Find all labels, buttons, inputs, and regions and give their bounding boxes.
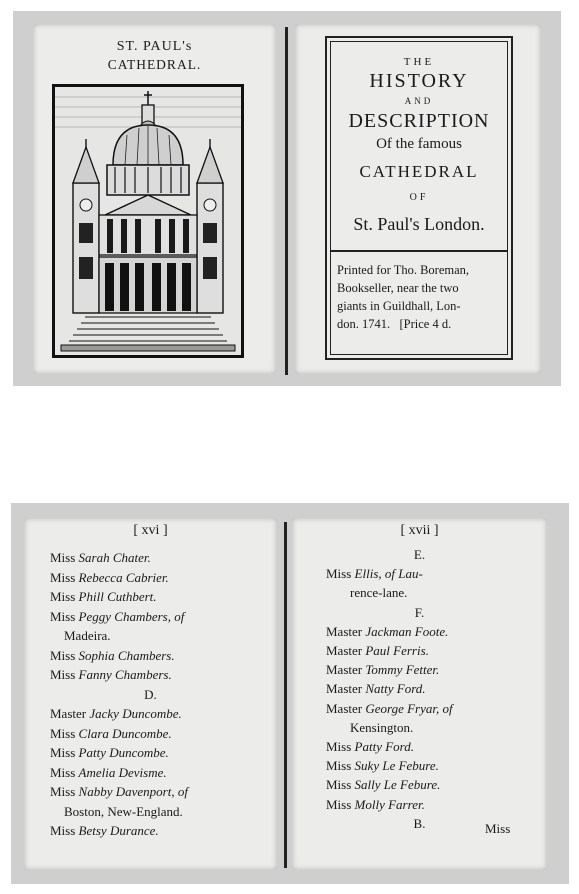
honorific: Master (326, 643, 366, 658)
bottom-gutter (284, 522, 287, 868)
list-entry (326, 679, 426, 699)
list-entry: rence-lane. (350, 585, 408, 601)
title-of: OF (409, 192, 429, 203)
honorific: Miss (50, 823, 79, 838)
honorific: Miss (50, 608, 79, 624)
honorific: Miss (326, 777, 355, 793)
person-name: Jackman Foote. (365, 623, 449, 639)
honorific: Miss (326, 739, 355, 754)
title-description: DESCRIPTION (348, 110, 490, 132)
page-number-xvi: [ xvi ] (133, 523, 168, 538)
right-list-page (292, 518, 547, 870)
page-number-xvii: [ xvii ] (400, 523, 439, 538)
honorific: Master (50, 706, 90, 721)
imprint-line-1: Printed for Tho. Boreman, (337, 263, 470, 277)
honorific: Miss (50, 764, 79, 780)
honorific: Master (326, 681, 366, 697)
list-entry (326, 564, 423, 584)
honorific: Miss (326, 758, 355, 774)
list-entry (50, 821, 159, 841)
person-name: Amelia Devisme. (78, 764, 167, 780)
alphabet-heading: D. (144, 686, 157, 702)
person-name: Paul Ferris. (365, 643, 429, 658)
person-name: Jacky Duncombe. (89, 706, 182, 721)
person-name: Suky Le Febure. (354, 758, 439, 774)
person-name: Patty Duncombe. (78, 745, 169, 760)
person-name: Betsy Durance. (78, 823, 159, 838)
list-entry (50, 607, 184, 627)
title-and: AND (404, 96, 434, 106)
title-rule (331, 250, 507, 252)
honorific: Miss (326, 796, 355, 812)
frontispiece-page (33, 24, 276, 374)
honorific: Master (326, 700, 366, 716)
list-entry (50, 704, 182, 724)
imprint-line-4: don. 1741. [Price 4 d. (337, 317, 452, 331)
title-page-border (325, 36, 513, 360)
honorific: Master (326, 662, 366, 678)
st-pauls-cathedral-illustration (55, 87, 241, 355)
imprint-line-2: Bookseller, near the two (337, 281, 459, 295)
person-name: Clara Duncombe. (78, 725, 172, 741)
person-name: Sarah Chater. (78, 550, 151, 565)
person-name: Peggy Chambers, of (78, 608, 185, 624)
list-entry (50, 782, 188, 802)
list-entry (50, 665, 172, 685)
alphabet-heading: E. (413, 547, 426, 562)
catchword: Miss (485, 821, 511, 836)
title-cathedral: CATHEDRAL (359, 162, 479, 181)
person-name: Molly Farrer. (354, 796, 425, 812)
title-history: HISTORY (369, 70, 469, 92)
person-name: Nabby Davenport, of (78, 784, 188, 799)
honorific: Master (326, 623, 366, 639)
person-name: Patty Ford. (354, 739, 414, 754)
honorific: Miss (326, 566, 355, 582)
list-entry (326, 737, 414, 757)
title-st-pauls-london: St. Paul's London. (353, 214, 485, 234)
title-of-the-famous: Of the famous (376, 136, 462, 152)
list-entry (326, 622, 448, 642)
title-page (295, 24, 541, 374)
person-name: Rebecca Cabrier. (78, 569, 169, 585)
person-name: Fanny Chambers. (78, 667, 172, 682)
alphabet-heading: F. (414, 604, 425, 620)
list-entry (50, 568, 169, 588)
list-entry (326, 660, 439, 680)
person-name: Phill Cuthbert. (78, 589, 157, 604)
list-entry (50, 763, 167, 783)
list-entry: Kensington. (350, 719, 414, 735)
person-name: Sally Le Febure. (354, 777, 441, 793)
honorific: Miss (50, 784, 79, 799)
list-entry: Madeira. (64, 628, 111, 643)
left-list-page (24, 518, 277, 870)
honorific: Miss (50, 589, 79, 604)
honorific: Miss (50, 745, 79, 760)
person-name: Tommy Fetter. (365, 662, 440, 678)
list-entry (50, 743, 169, 763)
title-the: THE (403, 56, 435, 68)
list-entry (326, 775, 440, 795)
honorific: Miss (50, 550, 79, 565)
list-entry (50, 724, 172, 744)
list-entry (50, 548, 151, 568)
person-name: George Fryar, of (365, 700, 453, 716)
frontispiece-title-line1: ST. PAUL's (116, 39, 193, 54)
person-name: Natty Ford. (365, 681, 426, 697)
honorific: Miss (50, 569, 79, 585)
honorific: Miss (50, 725, 79, 741)
cathedral-woodcut (52, 84, 244, 358)
honorific: Miss (50, 647, 79, 663)
alphabet-heading: B. (413, 815, 426, 831)
list-entry (50, 587, 157, 607)
list-entry (326, 795, 425, 815)
frontispiece-title-line2: CATHEDRAL. (107, 57, 202, 72)
list-entry (326, 756, 439, 776)
list-entry (326, 641, 429, 661)
list-entry (326, 699, 453, 719)
person-name: Ellis, of Lau- (354, 566, 423, 582)
top-gutter (285, 27, 288, 375)
list-entry (50, 646, 175, 666)
person-name: Sophia Chambers. (78, 647, 175, 663)
imprint-line-3: giants in Guildhall, Lon- (337, 299, 461, 313)
honorific: Miss (50, 667, 79, 682)
list-entry: Boston, New-England. (64, 803, 183, 819)
